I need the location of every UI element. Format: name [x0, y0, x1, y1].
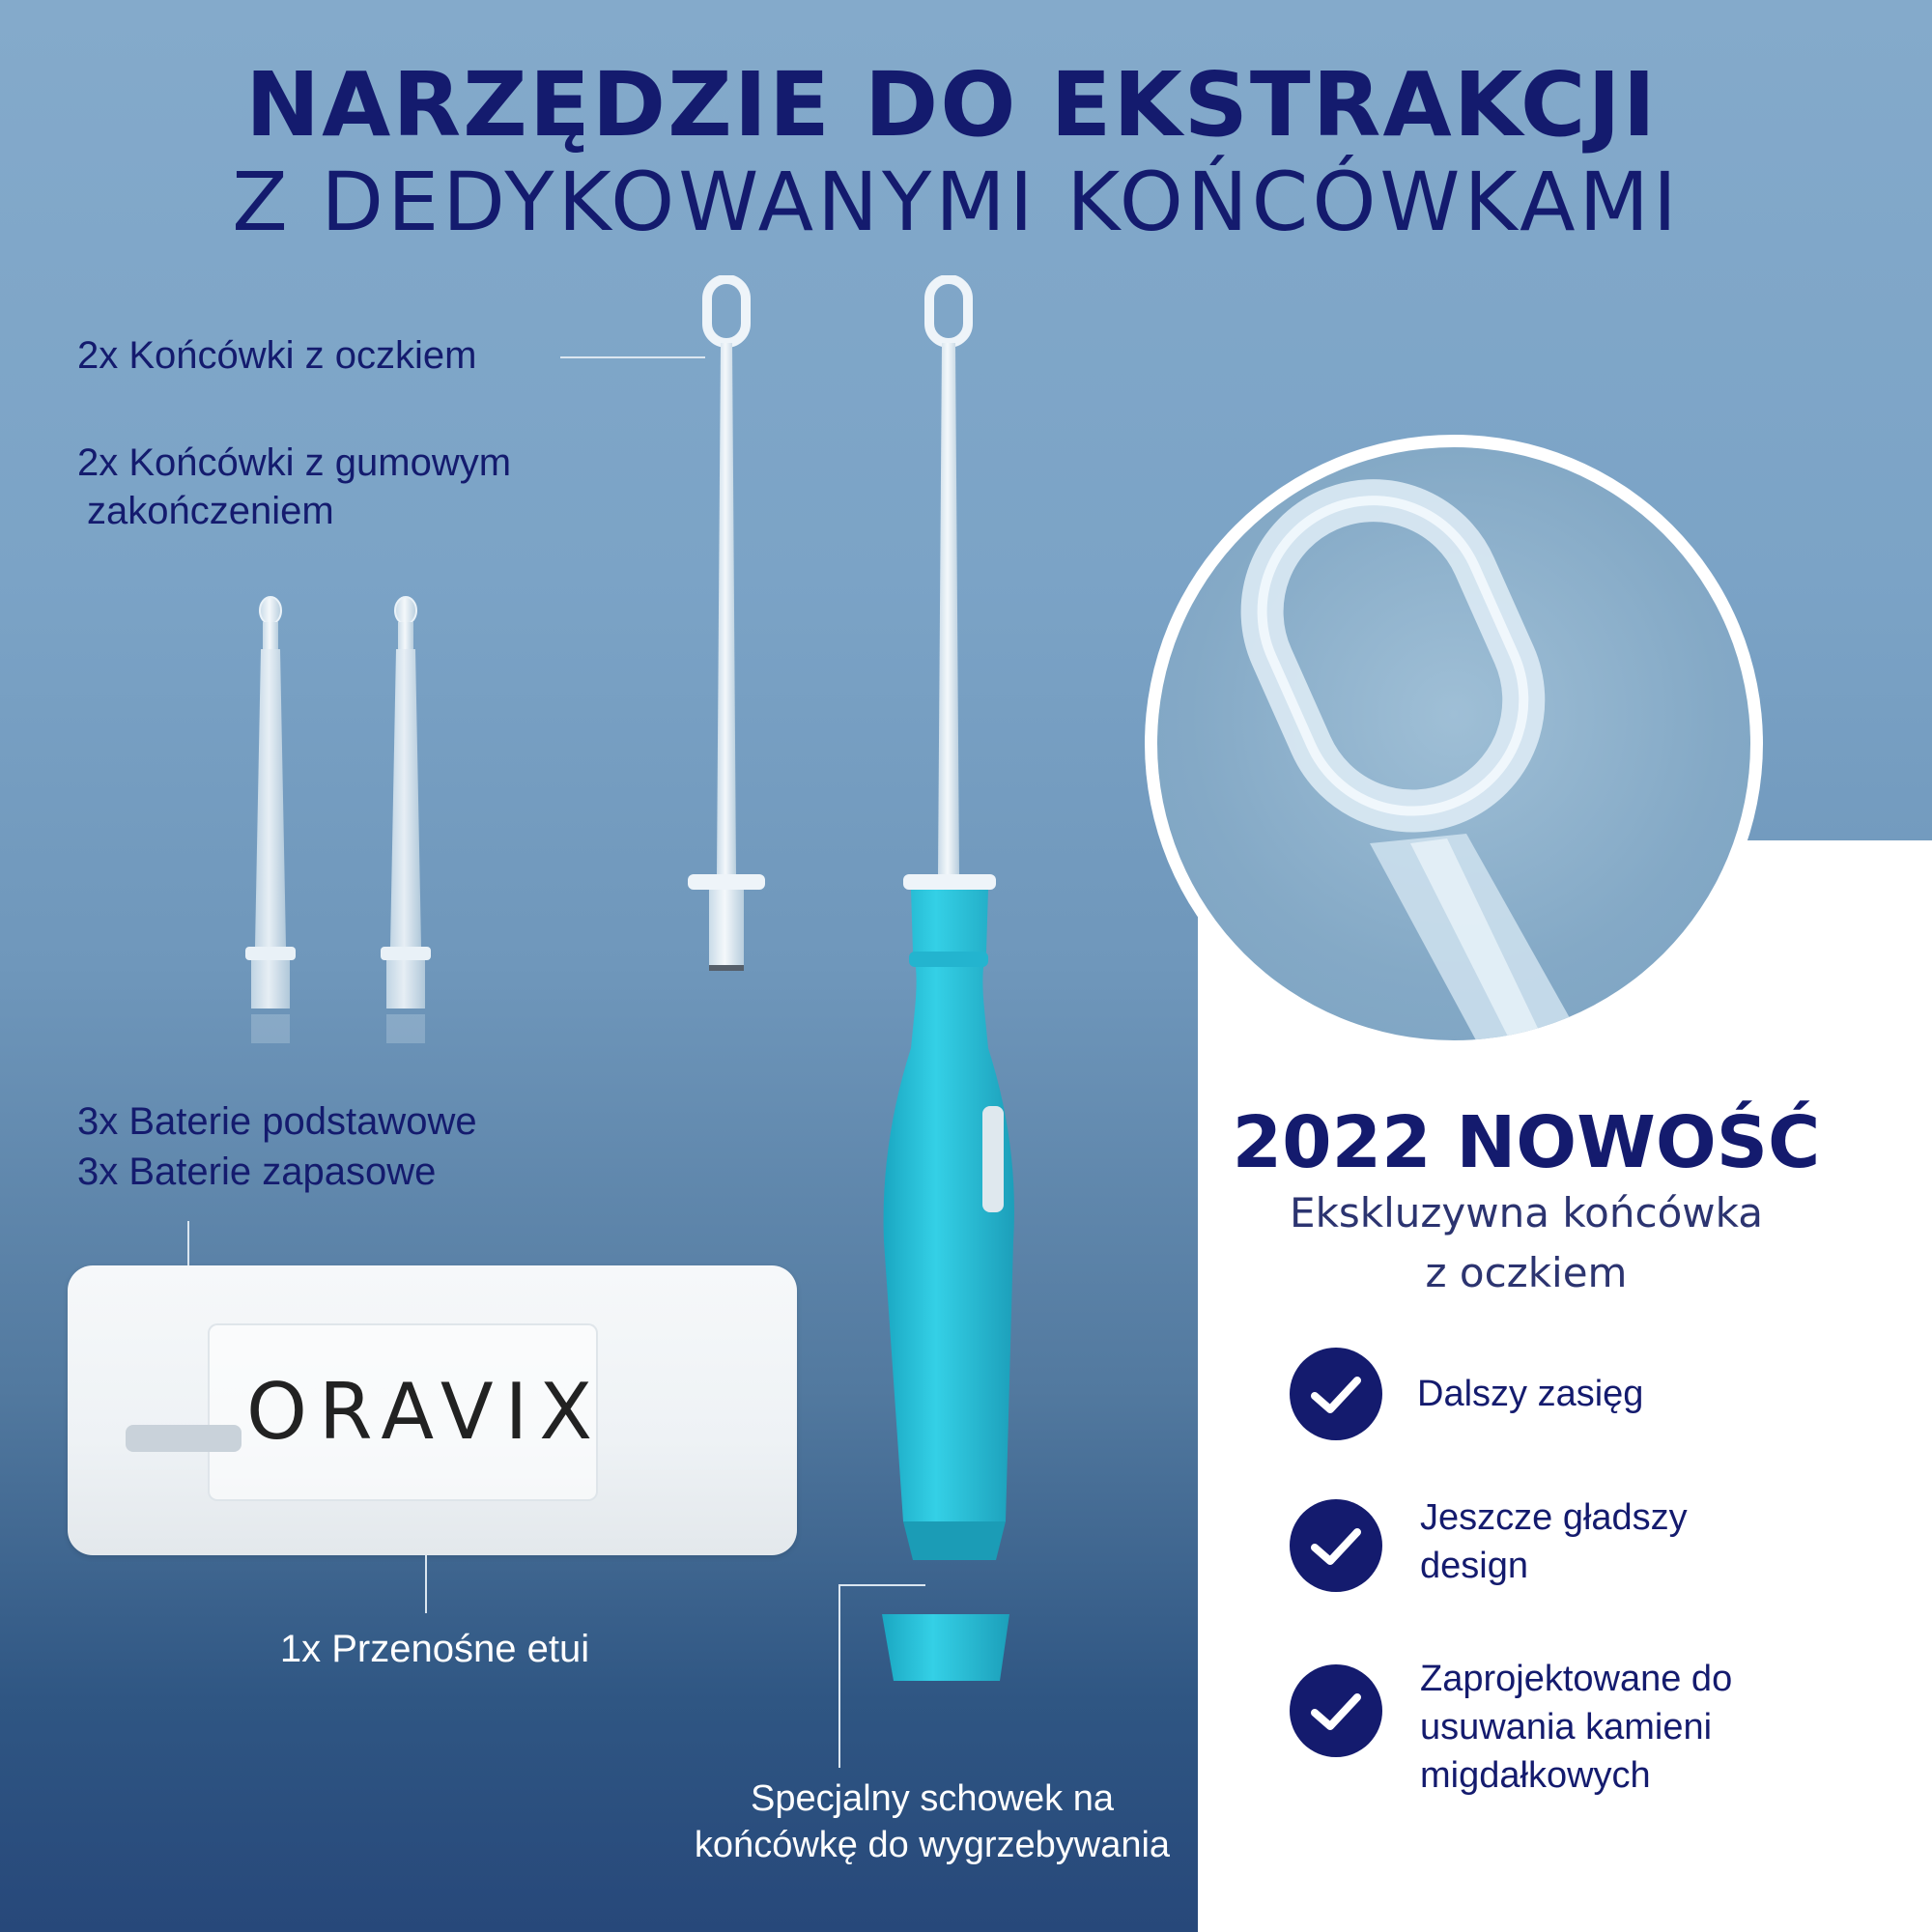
panel-title: 2022 NOWOŚĆ [1232, 1101, 1821, 1184]
leader-line-case [425, 1555, 427, 1613]
rubber-tip-image-1 [222, 589, 319, 1053]
eye-tip-zoom-image [1157, 447, 1750, 1040]
battery-image [126, 1425, 242, 1452]
label-rubber-tips-line1: 2x Końcówki z gumowym [77, 441, 512, 484]
brand-logo: ORAVIX [246, 1367, 605, 1457]
zoom-circle [1157, 447, 1750, 1040]
label-compartment-line1: Specjalny schowek na [751, 1778, 1114, 1819]
panel-subtitle-line2: z oczkiem [1425, 1249, 1628, 1296]
feature-3-line3: migdałkowych [1420, 1755, 1651, 1796]
page-subtitle: Z DEDYKOWANYMI KOŃCÓWKAMI [232, 155, 1681, 249]
leader-line-compartment-v [838, 1584, 840, 1768]
label-batteries-line1: 3x Baterie podstawowe [77, 1100, 477, 1143]
check-circle-icon [1290, 1499, 1382, 1592]
panel-subtitle-line1: Ekskluzywna końcówka [1290, 1189, 1763, 1236]
rubber-tip-image-2 [357, 589, 454, 1053]
check-circle-icon [1290, 1664, 1382, 1757]
label-compartment-line2: końcówkę do wygrzebywania [694, 1825, 1171, 1865]
page-title: NARZĘDZIE DO EKSTRAKCJI [245, 53, 1658, 156]
feature-2-line2: design [1420, 1546, 1528, 1586]
label-rubber-tips-line2: zakończeniem [87, 490, 334, 532]
label-case: 1x Przenośne etui [279, 1628, 590, 1670]
device-image [874, 275, 1029, 1695]
label-eye-tips: 2x Końcówki z oczkiem [77, 334, 477, 377]
feature-3-line1: Zaprojektowane do [1420, 1659, 1733, 1699]
check-circle-icon [1290, 1348, 1382, 1440]
eye-tip-image [676, 275, 792, 1000]
leader-line-compartment-h [838, 1584, 925, 1586]
feature-2-line1: Jeszcze gładszy [1420, 1497, 1688, 1538]
feature-1-line1: Dalszy zasięg [1417, 1374, 1644, 1414]
label-batteries-line2: 3x Baterie zapasowe [77, 1151, 437, 1193]
feature-3-line2: usuwania kamieni [1420, 1707, 1713, 1747]
